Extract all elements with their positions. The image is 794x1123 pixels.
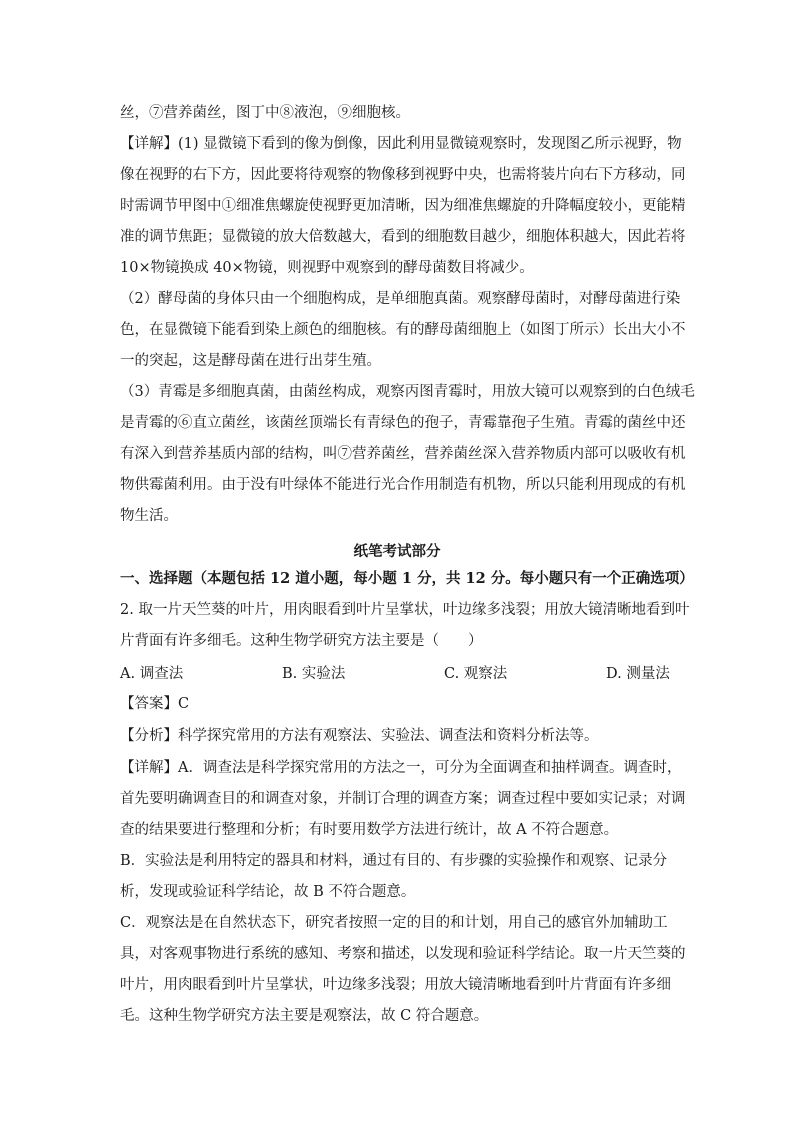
text-line: C．观察法是在自然状态下，研究者按照一定的目的和计划，用自己的感官外加辅助工 <box>120 915 668 931</box>
text-line: 【详解】A．调查法是科学探究常用的方法之一，可分为全面调查和抽样调查。调查时， <box>120 760 682 776</box>
part-heading: 一、选择题（本题包括 12 道小题，每小题 1 分，共 12 分。每小题只有一个正确选项） <box>120 570 694 587</box>
text-line: B．实验法是利用特定的器具和材料，通过有目的、有步骤的实验操作和观察、记录分 <box>120 853 668 869</box>
text-line: 准的调节焦距；显微镜的放大倍数越大，看到的细胞数目越少，细胞体积越大，因此若将 <box>120 229 686 245</box>
text-line: 一的突起，这是酵母菌在进行出芽生殖。 <box>120 353 381 369</box>
text-line: 有深入到营养基质内部的结构，叫⑦营养菌丝，营养菌丝深入营养物质内部可以吸收有机 <box>120 446 686 462</box>
question-stem: 2. 取一片天竺葵的叶片，用肉眼看到叶片呈掌状，叶边缘多浅裂；用放大镜清晰地看到叶 <box>120 602 690 618</box>
text-line: （2）酵母菌的身体只由一个细胞构成，是单细胞真菌。观察酵母菌时，对酵母菌进行染 <box>120 291 681 307</box>
option-d: D. 测量法 <box>606 666 670 682</box>
text-line: 具，对客观事物进行系统的感知、考察和描述，以发现和验证科学结论。取一片天竺葵的 <box>120 946 686 962</box>
text-line: 像在视野的右下方，因此要将待观察的物像移到视野中央，也需将装片向右下方移动，同 <box>120 167 686 183</box>
text-line: 10×物镜换成 40×物镜，则视野中观察到的酵母菌数目将减少。 <box>120 260 534 276</box>
text-line: 毛。这种生物学研究方法主要是观察法，故 C 符合题意。 <box>120 1008 489 1024</box>
text-line: 析，发现或验证科学结论，故 B 不符合题意。 <box>120 884 416 900</box>
text-line: 首先要明确调查目的和调查对象，并制订合理的调查方案；调查过程中要如实记录；对调 <box>120 791 686 807</box>
text-line: （3）青霉是多细胞真菌，由菌丝构成，观察丙图青霉时，用放大镜可以观察到的白色绒毛 <box>120 384 695 400</box>
option-b: B. 实验法 <box>282 666 346 682</box>
text-line: 丝，⑦营养菌丝，图丁中⑧液泡，⑨细胞核。 <box>120 105 410 121</box>
text-line: 时需调节甲图中①细准焦螺旋使视野更加清晰，因为细准焦螺旋的升降幅度较小，更能精 <box>120 198 686 214</box>
text-line: 查的结果要进行整理和分析；有时要用数学方法进行统计，故 A 不符合题意。 <box>120 822 619 838</box>
question-stem: 片背面有许多细毛。这种生物学研究方法主要是（ ） <box>120 633 483 649</box>
text-line: 色，在显微镜下能看到染上颜色的细胞核。有的酵母菌细胞上（如图丁所示）长出大小不 <box>120 322 686 338</box>
text-line: 【详解】(1) 显微镜下看到的像为倒像，因此利用显微镜观察时，发现图乙所示视野，物 <box>120 136 682 152</box>
section-title: 纸笔考试部分 <box>353 543 441 560</box>
text-line: 叶片，用肉眼看到叶片呈掌状，叶边缘多浅裂；用放大镜清晰地看到叶片背面有许多细 <box>120 977 671 993</box>
option-a: A. 调查法 <box>120 666 184 682</box>
text-line: 物生活。 <box>120 508 178 524</box>
option-c: C. 观察法 <box>444 666 508 682</box>
text-line: 是青霉的⑥直立菌丝，该菌丝顶端长有青绿色的孢子，青霉靠孢子生殖。青霉的菌丝中还 <box>120 415 686 431</box>
analysis-line: 【分析】科学探究常用的方法有观察法、实验法、调查法和资料分析法等。 <box>120 728 599 744</box>
text-line: 物供霉菌利用。由于没有叶绿体不能进行光合作用制造有机物，所以只能利用现成的有机 <box>120 477 686 493</box>
answer-line: 【答案】C <box>120 696 190 712</box>
